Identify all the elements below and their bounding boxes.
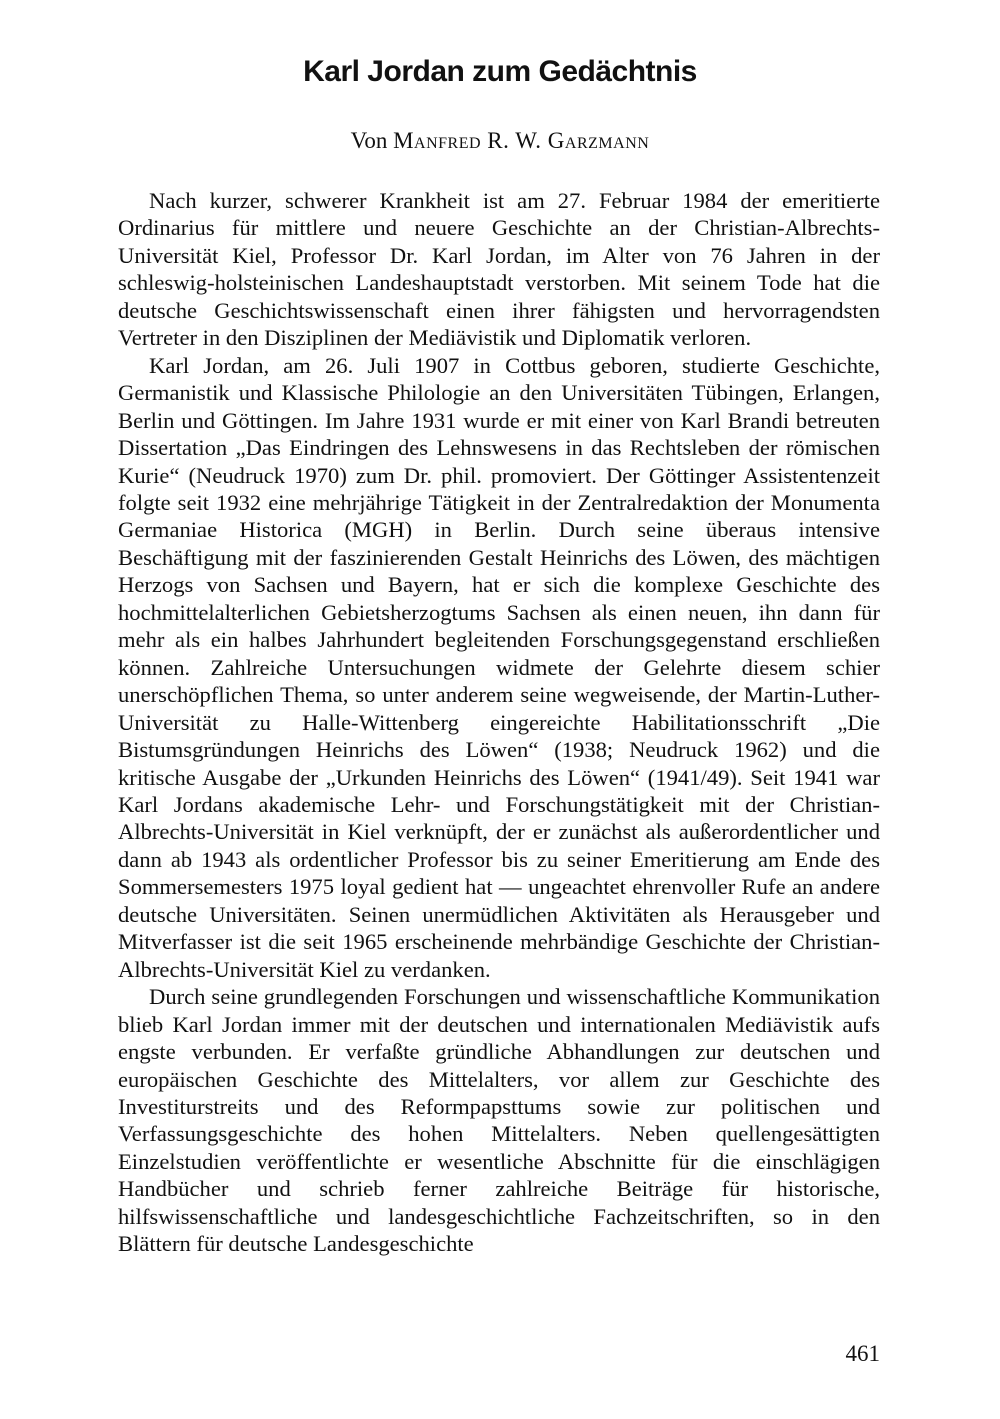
- article-title: Karl Jordan zum Gedächtnis: [303, 55, 697, 88]
- paragraph-3: Durch seine grundlegenden Forschungen und wissenschaftliche Kommunikation blieb Karl Jordan immer mit der deutschen und internationalen Mediävistik aufs engste verbunden. Er verfaßte gründliche Abhandlungen zur deutschen und europäischen Geschichte des Mittelalters, vor allem zur Geschichte des Investiturstreits und des Reformpapsttums sowie zur politischen und Verfassungsgeschichte des hohen Mittelalters. Neben quellengesättigten Einzelstudien veröffentlichte er wesentliche Abschnitte für die einschlägigen Handbücher und schrieb ferner zahlreiche Beiträge für historische, hilfswissenschaftliche und landesgeschichtliche Fachzeitschriften, so in den Blättern für deutsche Landesgeschichte: [118, 984, 880, 1257]
- author-name: Manfred R. W. Garzmann: [393, 128, 650, 153]
- paragraph-1: Nach kurzer, schwerer Krankheit ist am 27. Februar 1984 der emeritierte Ordinarius für mittlere und neuere Geschichte an der Christian-Albrechts-Universität Kiel, Professor Dr. Karl Jordan, im Alter von 76 Jahren in der schleswig-holsteinischen Landeshauptstadt verstorben. Mit seinem Tode hat die deutsche Geschichtswissenschaft einen ihrer fähigsten und hervorragendsten Vertreter in den Disziplinen der Mediävistik und Diplomatik verloren.: [118, 188, 880, 351]
- page-number: 461: [845, 1341, 880, 1366]
- article-body: [118, 187, 880, 1258]
- author-prefix: Von: [350, 128, 394, 153]
- author-line: [0, 126, 1000, 156]
- paragraph-2: Karl Jordan, am 26. Juli 1907 in Cottbus geboren, studierte Geschichte, Germanistik und Klassische Philologie an den Universitäten Tübingen, Erlangen, Berlin und Göttingen. Im Jahre 1931 wurde er mit einer von Karl Brandi betreuten Dissertation „Das Eindringen des Lehnswesens in das Rechtsleben der römischen Kurie“ (Neudruck 1970) zum Dr. phil. promoviert. Der Göttinger Assistentenzeit folgte seit 1932 eine mehrjährige Tätigkeit in der Zentralredaktion der Monumenta Germaniae Historica (MGH) in Berlin. Durch seine überaus intensive Beschäftigung mit der faszinierenden Gestalt Heinrichs des Löwen, des mächtigen Herzogs von Sachsen und Bayern, hat er sich die komplexe Geschichte des hochmittelalterlichen Gebietsherzogtums Sachsen als einen neuen, ihn dann für mehr als ein halbes Jahrhundert begleitenden Forschungsgegenstand erschließen können. Zahlreiche Untersuchungen widmete der Gelehrte diesem schier unerschöpflichen Thema, so unter anderem seine wegweisende, der Martin-Luther-Universität zu Halle-Wittenberg eingereichte Habilitationsschrift „Die Bistumsgründungen Heinrichs des Löwen“ (1938; Neudruck 1962) und die kritische Ausgabe der „Urkunden Heinrichs des Löwen“ (1941/49). Seit 1941 war Karl Jordans akademische Lehr- und Forschungstätigkeit mit der Christian-Albrechts-Universität in Kiel verknüpft, der er zunächst als außerordentlicher und dann ab 1943 als ordentlicher Professor bis zu seiner Emeritierung am Ende des Sommersemesters 1975 loyal gedient hat — ungeachtet ehrenvoller Rufe an andere deutsche Universitäten. Seinen unermüdlichen Aktivitäten als Herausgeber und Mitverfasser ist die seit 1965 erscheinende mehrbändige Geschichte der Christian-Albrechts-Universität Kiel zu verdanken.: [118, 352, 880, 982]
